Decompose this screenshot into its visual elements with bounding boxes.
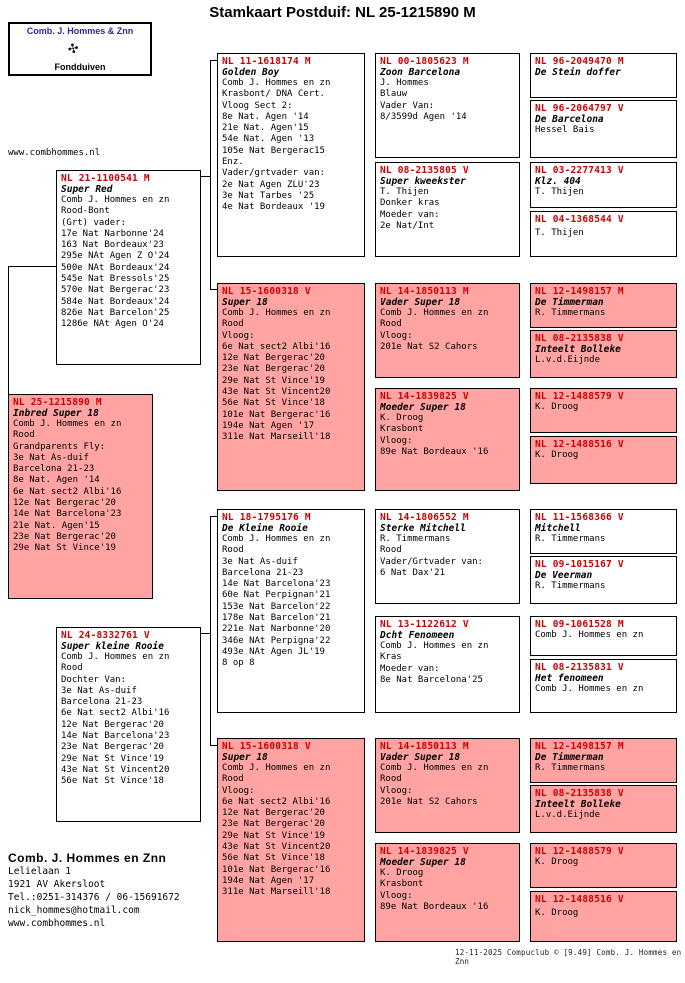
card-line: Rood [380, 545, 402, 556]
card-name: Klz. 404 [535, 176, 581, 187]
card-ring: NL 18-1795176 M [222, 512, 311, 523]
card-ring: NL 03-2277413 V [535, 165, 624, 176]
card-line: Vloog: [222, 785, 255, 796]
card-ggg-9[interactable] [530, 509, 677, 554]
card-name: De Kleine Rooie [222, 523, 308, 534]
card-ring: NL 12-1498157 M [535, 286, 624, 297]
card-line: Comb J. Hommes en zn [535, 630, 644, 640]
card-greatgrandparent-3[interactable] [375, 283, 520, 378]
card-line: 60e Nat Perpignan'21 [222, 590, 331, 601]
card-line: 23e Nat Bergerac'20 [222, 819, 325, 830]
card-line: 1286e NAt Agen O'24 [61, 319, 164, 330]
card-greatgrandparent-4[interactable] [375, 388, 520, 491]
card-line: Comb J. Hommes en zn [61, 195, 170, 205]
card-line: Comb J. Hommes en zn [61, 652, 170, 662]
card-greatgrandparent-5[interactable] [375, 509, 520, 604]
card-line: Donker kras [380, 198, 440, 209]
card-ring: NL 08-2135838 V [535, 788, 624, 799]
card-line: K. Droog [380, 413, 424, 423]
card-line: 14e Nat Barcelona'23 [13, 509, 122, 520]
card-line: 311e Nat Marseill'18 [222, 432, 331, 443]
card-ring: NL 12-1488579 V [535, 391, 624, 402]
card-ring: NL 14-1850113 M [380, 286, 469, 297]
card-line: 29e Nat St Vince'19 [222, 375, 325, 386]
card-line: Blauw [380, 89, 408, 100]
card-ring: NL 09-1015167 V [535, 559, 624, 570]
card-line: 163 Nat Bordeaux'23 [61, 240, 164, 251]
card-line: Vloog: [380, 330, 413, 341]
card-ring: NL 08-2135831 V [535, 662, 624, 673]
card-line: 584e Nat Bordeaux'24 [61, 296, 170, 307]
card-line: 8e Nat. Agen '14 [222, 111, 309, 122]
website-top: www.combhommes.nl [8, 148, 101, 158]
card-line: 493e NAt Agen JL'19 [222, 646, 325, 657]
card-line: Rood [222, 319, 244, 330]
card-name: Sterke Mitchell [380, 523, 466, 534]
card-line: Comb J. Hommes en zn [535, 684, 644, 694]
card-line: Comb J. Hommes en zn [13, 419, 122, 429]
card-ring: NL 12-1488579 V [535, 846, 624, 857]
card-name: Inteelt Bolleke [535, 344, 621, 355]
card-name: Super kweekster [380, 176, 466, 187]
card-line: 43e Nat St Vincent20 [61, 764, 170, 775]
card-ring: NL 11-1618174 M [222, 56, 311, 67]
card-name: Super 18 [222, 297, 268, 308]
card-name: Inteelt Bolleke [535, 799, 621, 810]
card-line: 153e Nat Barcelon'22 [222, 601, 331, 612]
card-line: Comb J. Hommes en zn [222, 78, 331, 88]
card-line: 101e Nat Bergerac'16 [222, 409, 331, 420]
card-line: 346e NAt Perpigna'22 [222, 635, 331, 646]
card-ring: NL 09-1061528 M [535, 619, 624, 630]
address-email: nick_hommes@hotmail.com [8, 905, 140, 916]
card-line: R. Timmermans [380, 534, 451, 544]
card-line: 12e Nat Bergerac'20 [222, 353, 325, 364]
card-line: R. Timmermans [535, 308, 606, 318]
logo-top-text: Comb. J. Hommes & Znn [26, 26, 134, 36]
card-line: 6e Nat sect2 Albi'16 [61, 708, 170, 719]
card-ggg-13[interactable] [530, 738, 677, 783]
card-line: Comb J. Hommes en zn [222, 534, 331, 544]
owner-address [8, 852, 180, 930]
card-line: 8 op 8 [222, 658, 255, 669]
card-name: De Veerman [535, 570, 593, 581]
card-line: 21e Nat. Agen'15 [13, 520, 100, 531]
address-website: www.combhommes.nl [8, 918, 106, 929]
card-dam[interactable] [56, 627, 201, 822]
card-line: K. Droog [535, 450, 579, 460]
card-greatgrandparent-8[interactable] [375, 843, 520, 942]
card-line: 311e Nat Marseill'18 [222, 887, 331, 898]
card-name: De Timmerman [535, 752, 604, 763]
card-grandparent-3[interactable] [217, 509, 365, 713]
card-line: K. Droog [535, 857, 579, 867]
card-name: Moeder Super 18 [380, 857, 466, 868]
footer-text: 12-11-2025 Compuclub © [9.49] Comb. J. Hommes en Znn [455, 948, 682, 966]
card-line: 89e Nat Bordeaux '16 [380, 446, 489, 457]
card-line: 295e NAt Agen Z O'24 [61, 251, 170, 262]
card-ring: NL 13-1122612 V [380, 619, 469, 630]
card-line: 6 Nat Dax'21 [380, 567, 446, 578]
card-ring: NL 25-1215890 M [13, 397, 102, 408]
card-line: 4e Nat Bordeaux '19 [222, 202, 325, 213]
card-line: 23e Nat Bergerac'20 [222, 364, 325, 375]
owner-name: Comb. J. Hommes en Znn [8, 851, 167, 865]
card-line: 17e Nat Narbonne'24 [61, 228, 164, 239]
card-ggg-3[interactable] [530, 162, 677, 208]
card-line: Comb J. Hommes en zn [222, 763, 331, 773]
address-phone: Tel.:0251-314376 / 06-15691672 [8, 892, 180, 903]
card-line: K. Droog [535, 402, 579, 412]
card-ggg-2[interactable] [530, 100, 677, 158]
card-ggg-12[interactable] [530, 659, 677, 713]
card-ring: NL 08-2135805 V [380, 165, 469, 176]
card-line: 23e Nat Bergerac'20 [13, 531, 116, 542]
card-line: Vloog: [380, 785, 413, 796]
card-ring: NL 14-1850113 M [380, 741, 469, 752]
card-ring: NL 11-1568366 V [535, 512, 624, 523]
card-line: 500e NAt Bordeaux'24 [61, 262, 170, 273]
card-ring: NL 21-1100541 M [61, 173, 150, 184]
card-line: Kras [380, 652, 402, 663]
card-line: 201e Nat S2 Cahors [380, 796, 478, 807]
card-line: 194e Nat Agen '17 [222, 875, 315, 886]
card-line: 29e Nat St Vince'19 [13, 543, 116, 554]
card-greatgrandparent-6[interactable] [375, 616, 520, 713]
card-name: Vader Super 18 [380, 752, 461, 763]
card-sire[interactable] [56, 170, 201, 365]
card-ggg-5[interactable] [530, 283, 677, 328]
card-line: 23e Nat Bergerac'20 [61, 742, 164, 753]
card-line: 3e Nat As-duif [222, 556, 298, 567]
card-line: 6e Nat sect2 Albi'16 [13, 486, 122, 497]
card-line: Comb J. Hommes en zn [222, 308, 331, 318]
card-ggg-4[interactable] [530, 211, 677, 257]
card-ring: NL 04-1368544 V [535, 214, 624, 225]
card-name: Zoon Barcelona [380, 67, 461, 78]
card-line: 54e Nat. Agen '13 [222, 134, 315, 145]
card-line: 12e Nat Bergerac'20 [61, 719, 164, 730]
card-line: 29e Nat St Vince'19 [61, 753, 164, 764]
card-ggg-1[interactable] [530, 53, 677, 98]
card-line: 3e Nat Tarbes '25 [222, 190, 315, 201]
card-line: R. Timmermans [535, 763, 606, 773]
card-line: 56e Nat St Vince'18 [61, 776, 164, 787]
card-ring: NL 14-1839825 V [380, 391, 469, 402]
card-name: Mitchell [535, 523, 581, 534]
connector [210, 60, 211, 290]
card-line: K. Droog [380, 868, 424, 878]
card-line: Rood [380, 319, 402, 330]
card-greatgrandparent-7[interactable] [375, 738, 520, 833]
card-greatgrandparent-2[interactable] [375, 162, 520, 257]
card-line: Vader Van: [380, 100, 435, 111]
card-line: Vloog: [222, 330, 255, 341]
card-line: Enz. [222, 157, 244, 168]
card-ring: NL 24-8332761 V [61, 630, 150, 641]
card-line: 6e Nat sect2 Albi'16 [222, 796, 331, 807]
card-line: 2e Nat/Int [380, 220, 435, 231]
card-line: Comb J. Hommes en zn [380, 641, 489, 651]
card-line: 43e Nat St Vincent20 [222, 387, 331, 398]
card-name: Super Red [61, 184, 113, 195]
card-line: Moeder van: [380, 209, 440, 220]
card-line: Vader/grtvader van: [222, 168, 325, 179]
card-line: Rood [61, 663, 83, 674]
card-ring: NL 15-1600318 V [222, 286, 311, 297]
card-line: Barcelona 21-23 [13, 464, 95, 475]
card-line: 570e Nat Bergerac'23 [61, 285, 170, 296]
card-line: Dochter Van: [61, 674, 127, 685]
card-line: 14e Nat Barcelona'23 [61, 731, 170, 742]
card-name: De Timmerman [535, 297, 604, 308]
card-line: 43e Nat St Vincent20 [222, 842, 331, 853]
card-line: Vloog: [380, 890, 413, 901]
logo-bottom-text: Fondduiven [54, 62, 106, 72]
logo [8, 22, 152, 76]
card-ggg-14[interactable] [530, 785, 677, 833]
card-line: Rood [380, 774, 402, 785]
card-line: 221e Nat Narbonne'20 [222, 624, 331, 635]
card-ggg-16[interactable] [530, 891, 677, 942]
card-line: Krasbont/ DNA Cert. [222, 89, 325, 100]
card-ring: NL 08-2135838 V [535, 333, 624, 344]
card-ring: NL 96-2049470 M [535, 56, 624, 67]
card-line: Rood [222, 774, 244, 785]
card-name: Super kleine Rooie [61, 641, 164, 652]
card-name: Moeder Super 18 [380, 402, 466, 413]
card-line: 178e Nat Barcelon'21 [222, 613, 331, 624]
card-line: 826e Nat Barcelon'25 [61, 307, 170, 318]
card-line: 201e Nat S2 Cahors [380, 341, 478, 352]
card-line: 105e Nat Bergerac15 [222, 145, 325, 156]
card-name: Golden Boy [222, 67, 280, 78]
page-title: Stamkaart Postduif: NL 25-1215890 M [209, 4, 476, 21]
card-greatgrandparent-1[interactable] [375, 53, 520, 158]
card-ggg-6[interactable] [530, 330, 677, 378]
card-line: K. Droog [535, 908, 579, 918]
card-line: Vader/Grtvader van: [380, 556, 483, 567]
card-ring: NL 14-1806552 M [380, 512, 469, 523]
card-name: De Stein doffer [535, 67, 621, 78]
card-line: R. Timmermans [535, 534, 606, 544]
card-line: 3e Nat As-duif [61, 685, 137, 696]
card-line: Rood [13, 430, 35, 441]
card-line: Vloog: [380, 435, 413, 446]
card-line: 101e Nat Bergerac'16 [222, 864, 331, 875]
card-line: L.v.d.Eijnde [535, 810, 601, 820]
card-line: 12e Nat Bergerac'20 [13, 498, 116, 509]
card-line: 29e Nat St Vince'19 [222, 830, 325, 841]
card-line: Comb J. Hommes en zn [380, 763, 489, 773]
card-line: Rood [222, 545, 244, 556]
card-ring: NL 96-2064797 V [535, 103, 624, 114]
connector [210, 516, 211, 746]
card-subject[interactable] [8, 394, 153, 599]
card-ggg-11[interactable] [530, 616, 677, 656]
card-line: 6e Nat sect2 Albi'16 [222, 341, 331, 352]
card-ggg-7[interactable] [530, 388, 677, 433]
card-line: 8e Nat. Agen '14 [13, 475, 100, 486]
card-line: Krasbont [380, 879, 424, 890]
card-line: Barcelona 21-23 [61, 697, 143, 708]
card-line: 8e Nat Barcelona'25 [380, 674, 483, 685]
card-line: J. Hommes [380, 78, 429, 88]
card-line: Barcelona 21-23 [222, 567, 304, 578]
pigeon-icon: ✣ [66, 37, 81, 59]
card-name: Vader Super 18 [380, 297, 461, 308]
card-line: 194e Nat Agen '17 [222, 420, 315, 431]
card-line: Krasbont [380, 424, 424, 435]
card-name: De Barcelona [535, 114, 604, 125]
address-line-1: Lelielaan 1 [8, 866, 71, 877]
card-ring: NL 14-1839825 V [380, 846, 469, 857]
card-line: T. Thijen [380, 187, 429, 197]
card-name: Inbred Super 18 [13, 408, 99, 419]
card-line: 12e Nat Bergerac'20 [222, 808, 325, 819]
card-ring: NL 15-1600318 V [222, 741, 311, 752]
card-line: L.v.d.Eijnde [535, 355, 601, 365]
address-line-2: 1921 AV Akersloot [8, 879, 106, 890]
card-line: 89e Nat Bordeaux '16 [380, 901, 489, 912]
card-ring: NL 12-1488516 V [535, 894, 624, 905]
card-ring: NL 12-1488516 V [535, 439, 624, 450]
card-line: 56e Nat St Vince'18 [222, 398, 325, 409]
card-line: 3e Nat As-duif [13, 452, 89, 463]
card-grandparent-1[interactable] [217, 53, 365, 257]
card-line: Moeder van: [380, 663, 440, 674]
card-line: 56e Nat St Vince'18 [222, 853, 325, 864]
card-line: Rood-Bont [61, 206, 110, 217]
card-line: 8/3599d Agen '14 [380, 111, 467, 122]
card-line: 14e Nat Barcelona'23 [222, 579, 331, 590]
card-name: Dcht Fenomeen [380, 630, 455, 641]
card-ggg-10[interactable] [530, 556, 677, 604]
card-line: R. Timmermans [535, 581, 606, 591]
connector [8, 266, 56, 267]
card-line: T. Thijen [535, 228, 584, 238]
card-grandparent-2[interactable] [217, 283, 365, 491]
card-ring: NL 12-1498157 M [535, 741, 624, 752]
card-ggg-15[interactable] [530, 843, 677, 888]
card-name: Super 18 [222, 752, 268, 763]
card-line: Vloog Sect 2: [222, 100, 293, 111]
card-line: (Grt) vader: [61, 217, 127, 228]
card-line: T. Thijen [535, 187, 584, 197]
card-line: 21e Nat. Agen'15 [222, 123, 309, 134]
card-line: 2e Nat Agen ZLU'23 [222, 179, 320, 190]
card-line: Comb J. Hommes en zn [380, 308, 489, 318]
card-ring: NL 00-1805623 M [380, 56, 469, 67]
card-line: Hessel Bais [535, 125, 595, 135]
card-ggg-8[interactable] [530, 436, 677, 484]
card-line: 545e Nat Bressols'25 [61, 274, 170, 285]
card-line: Grandparents Fly: [13, 441, 106, 452]
card-name: Het fenomeen [535, 673, 604, 684]
card-grandparent-4[interactable] [217, 738, 365, 942]
